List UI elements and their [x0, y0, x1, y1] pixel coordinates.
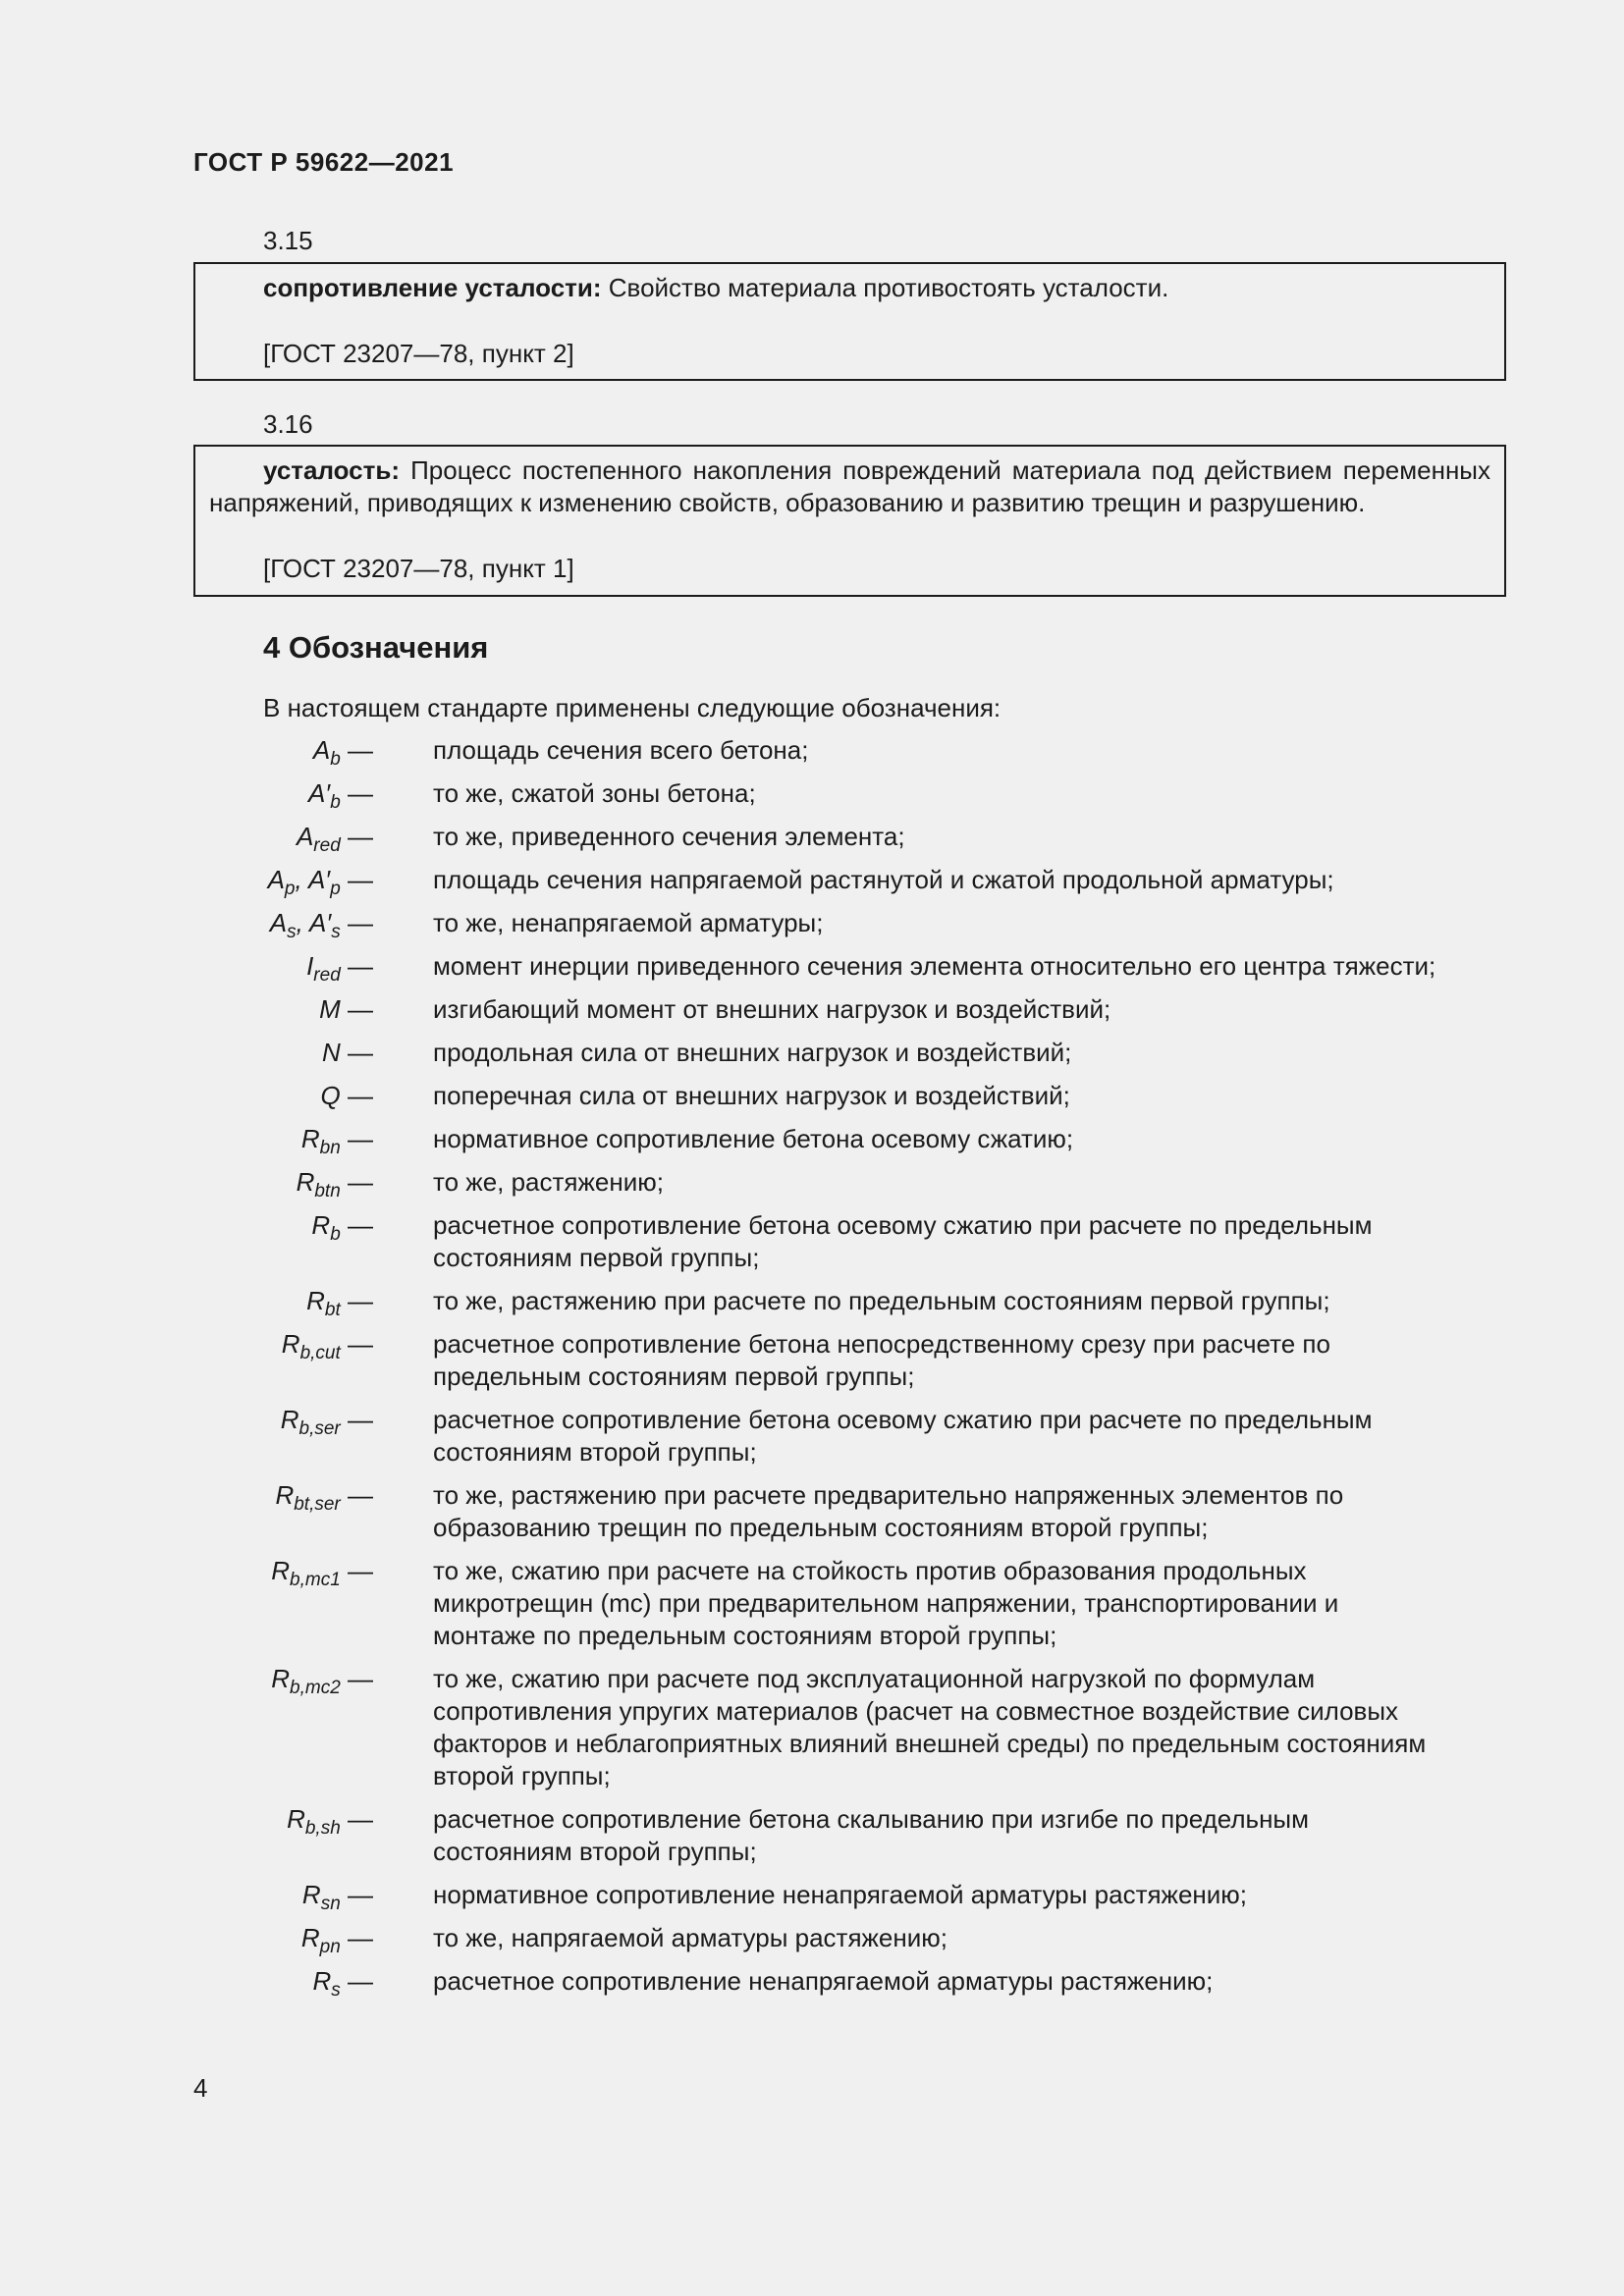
symbol-letter: R [311, 1210, 331, 1240]
symbol-subscript: btn [314, 1181, 341, 1201]
symbol-subscript: b,cut [299, 1343, 341, 1363]
symbol-label [0, 950, 378, 986]
symbol-letter: , A′ [296, 908, 332, 937]
symbol-letter: A [269, 908, 288, 937]
symbol-letter: N [321, 1038, 341, 1067]
symbols-list [0, 734, 1624, 2008]
symbol-dash: — [348, 1923, 373, 1952]
symbol-description: площадь сечения всего бетона; [433, 735, 809, 765]
symbol-dash: — [348, 1556, 373, 1585]
symbol-row [0, 1922, 1624, 1957]
symbol-dash: — [348, 1804, 373, 1834]
symbol-letter: R [280, 1405, 299, 1434]
symbol-letter: R [271, 1664, 291, 1693]
symbol-row [0, 1166, 1624, 1199]
symbol-description: нормативное сопротивление бетона осевому сжатию; [433, 1124, 1074, 1153]
symbol-subscript: s [287, 922, 297, 942]
symbol-label [0, 907, 378, 942]
symbol-row [0, 1328, 1624, 1393]
symbol-dash: — [348, 1286, 373, 1315]
symbol-dash: — [348, 1210, 373, 1240]
symbol-description: то же, сжатию при расчете на стойкость против образования продольных микротрещин (mc) при предварительном напряжении, транспортировании и монтаже по предельным состояниям второй группы; [433, 1556, 1339, 1650]
symbol-description: площадь сечения напрягаемой растянутой и сжатой продольной арматуры; [433, 865, 1334, 894]
symbol-row [0, 950, 1624, 986]
term-source: [ГОСТ 23207—78, пункт 2] [263, 339, 574, 368]
section-intro: В настоящем стандарте применены следующие обозначения: [263, 693, 1001, 722]
symbol-label [0, 1965, 378, 2001]
symbol-row [0, 864, 1624, 899]
symbol-letter: R [300, 1923, 320, 1952]
symbol-label [0, 1663, 378, 1792]
symbol-label [0, 1404, 378, 1468]
symbol-description: момент инерции приведенного сечения элемента относительно его центра тяжести; [433, 951, 1436, 981]
symbol-letter: R [281, 1329, 300, 1359]
symbol-label [0, 1328, 378, 1393]
symbol-description: то же, ненапрягаемой арматуры; [433, 908, 824, 937]
symbol-dash: — [348, 908, 373, 937]
symbol-row [0, 1285, 1624, 1320]
symbol-description: продольная сила от внешних нагрузок и воздействий; [433, 1038, 1072, 1067]
symbol-dash: — [348, 1329, 373, 1359]
symbol-subscript: red [313, 835, 341, 856]
symbol-letter: R [287, 1804, 305, 1834]
symbol-description: поперечная сила от внешних нагрузок и воздействий; [433, 1081, 1070, 1110]
symbol-row [0, 1080, 1624, 1112]
symbol-subscript: b,mc1 [290, 1570, 341, 1590]
symbol-dash: — [348, 1480, 373, 1510]
symbol-row [0, 1965, 1624, 2001]
symbol-subscript: s [331, 922, 341, 942]
symbol-subscript: p [284, 879, 296, 899]
symbol-row [0, 1123, 1624, 1158]
symbol-letter: A [296, 822, 314, 851]
symbol-letter: R [300, 1124, 320, 1153]
symbol-dash: — [348, 951, 373, 981]
symbol-description: нормативное сопротивление ненапрягаемой арматуры растяжению; [433, 1880, 1248, 1909]
symbol-label [0, 777, 378, 813]
term-source: [ГОСТ 23207—78, пункт 1] [263, 554, 574, 583]
symbol-description: расчетное сопротивление ненапрягаемой арматуры растяжению; [433, 1966, 1214, 1996]
symbol-description: то же, растяжению при расчете предварительно напряженных элементов по образованию трещин по предельным состояниям второй группы; [433, 1480, 1344, 1542]
symbol-row [0, 821, 1624, 856]
symbol-dash: — [348, 1405, 373, 1434]
symbol-row [0, 1803, 1624, 1868]
symbol-subscript: bn [319, 1138, 341, 1158]
symbol-row [0, 1555, 1624, 1652]
symbol-label [0, 734, 378, 770]
symbol-row [0, 993, 1624, 1026]
page-number: 4 [193, 2073, 208, 2103]
symbol-dash: — [348, 1664, 373, 1693]
symbol-letter: A′ [307, 778, 331, 808]
symbol-subscript: b,mc2 [290, 1678, 341, 1698]
symbol-subscript: b,sh [304, 1818, 341, 1839]
symbol-subscript: b [330, 1224, 341, 1245]
symbol-row [0, 1479, 1624, 1544]
symbol-subscript: pn [319, 1937, 341, 1957]
symbol-letter: Q [320, 1081, 341, 1110]
symbol-label [0, 1922, 378, 1957]
symbol-dash: — [348, 1167, 373, 1197]
definition-text: Процесс постепенного накопления повреждений материала под действием переменных напряжений, приводящих к изменению свойств, образованию и развитию трещин и разрушению. [209, 455, 1490, 517]
symbol-letter: M [319, 994, 341, 1024]
symbol-letter: R [275, 1480, 295, 1510]
symbol-subscript: bt [324, 1300, 341, 1320]
symbol-description: расчетное сопротивление бетона осевому сжатию при расчете по предельным состояниям второй группы; [433, 1405, 1373, 1467]
symbol-subscript: sn [320, 1894, 341, 1914]
symbol-label [0, 1209, 378, 1274]
symbol-label [0, 821, 378, 856]
section-heading: 4 Обозначения [263, 630, 489, 665]
symbol-subscript: b,ser [298, 1418, 341, 1439]
symbol-description: то же, напрягаемой арматуры растяжению; [433, 1923, 947, 1952]
symbol-label [0, 1803, 378, 1868]
symbol-label [0, 1166, 378, 1199]
clause-number: 3.15 [263, 226, 313, 255]
symbol-dash: — [348, 1880, 373, 1909]
symbol-subscript: b [330, 792, 341, 813]
symbol-label [0, 1037, 378, 1069]
symbol-row [0, 734, 1624, 770]
term-name: сопротивление усталости: [263, 273, 602, 302]
symbol-dash: — [348, 1966, 373, 1996]
symbol-dash: — [348, 865, 373, 894]
symbol-letter: R [271, 1556, 291, 1585]
symbol-label [0, 993, 378, 1026]
symbol-dash: — [348, 1038, 373, 1067]
symbol-row [0, 1037, 1624, 1069]
symbol-letter: R [306, 1286, 325, 1315]
term-box [193, 445, 1506, 597]
symbol-dash: — [348, 994, 373, 1024]
term-name: усталость: [263, 455, 401, 485]
clause-number: 3.16 [263, 409, 313, 439]
symbol-label [0, 1123, 378, 1158]
term-definition [209, 272, 1490, 304]
symbol-letter: R [301, 1880, 321, 1909]
symbol-label [0, 864, 378, 899]
symbol-letter: A [312, 735, 331, 765]
symbol-row [0, 1404, 1624, 1468]
symbol-dash: — [348, 1124, 373, 1153]
symbol-description: то же, растяжению; [433, 1167, 664, 1197]
symbol-description: то же, сжатой зоны бетона; [433, 778, 756, 808]
symbol-description: то же, растяжению при расчете по предельным состояниям первой группы; [433, 1286, 1330, 1315]
term-definition [209, 454, 1490, 519]
symbol-subscript: red [313, 965, 341, 986]
symbol-label [0, 1555, 378, 1652]
symbol-dash: — [348, 1081, 373, 1110]
symbol-dash: — [348, 735, 373, 765]
symbol-label [0, 1879, 378, 1914]
symbol-row [0, 1209, 1624, 1274]
symbol-description: расчетное сопротивление бетона осевому сжатию при расчете по предельным состояниям первой группы; [433, 1210, 1373, 1272]
symbol-letter: R [296, 1167, 315, 1197]
symbol-description: изгибающий момент от внешних нагрузок и воздействий; [433, 994, 1111, 1024]
symbol-description: расчетное сопротивление бетона непосредственному срезу при расчете по предельным состояниям первой группы; [433, 1329, 1330, 1391]
symbol-letter: I [306, 951, 314, 981]
symbol-letter: R [312, 1966, 332, 1996]
symbol-description: расчетное сопротивление бетона скалыванию при изгибе по предельным состояниям второй группы; [433, 1804, 1309, 1866]
term-box [193, 262, 1506, 381]
symbol-subscript: p [330, 879, 341, 899]
document-header: ГОСТ Р 59622—2021 [193, 147, 455, 177]
symbol-label [0, 1285, 378, 1320]
symbol-dash: — [348, 822, 373, 851]
symbol-letter: , A′ [295, 865, 331, 894]
symbol-letter: A [267, 865, 285, 894]
symbol-label [0, 1479, 378, 1544]
symbol-description: то же, приведенного сечения элемента; [433, 822, 905, 851]
definition-text: Свойство материала противостоять усталости. [601, 273, 1169, 302]
symbol-description: то же, сжатию при расчете под эксплуатационной нагрузкой по формулам сопротивления упругих материалов (расчет на совместное воздействие силовых факторов и неблагоприятных влияний внешней среды) по предельным состояниям второй группы; [433, 1664, 1427, 1790]
symbol-subscript: b [330, 749, 341, 770]
symbol-subscript: s [331, 1980, 341, 2001]
symbol-row [0, 907, 1624, 942]
symbol-dash: — [348, 778, 373, 808]
symbol-row [0, 777, 1624, 813]
symbol-label [0, 1080, 378, 1112]
symbol-row [0, 1663, 1624, 1792]
symbol-subscript: bt,ser [294, 1494, 341, 1515]
symbol-row [0, 1879, 1624, 1914]
